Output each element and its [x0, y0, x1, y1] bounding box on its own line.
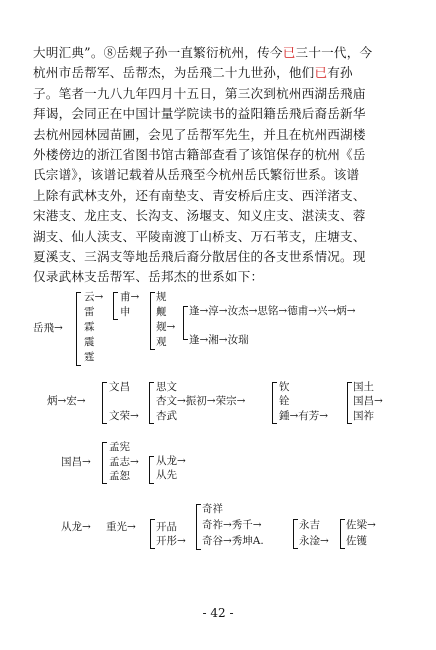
tree-node: 从先 [156, 469, 177, 481]
text-line: 宋港支、龙庄支、长沟支、汤堰支、知义庄支、湛渎支、蓉 [33, 208, 366, 224]
tree-node: 开品 [156, 521, 177, 533]
tree-node: 铨 [279, 395, 290, 407]
tree-node: 岳飛→ [33, 322, 63, 334]
text-line: 拜谒，会同正在中国计量学院读书的益阳籍岳飛后裔岳新华 [33, 106, 366, 122]
tree-node: 国昌→ [61, 456, 91, 468]
text-line: 外楼傍边的浙江省图书馆古籍部查看了该馆保存的杭州《岳 [33, 147, 366, 163]
text-line: 子。笔者一九八九年四月十五日，第三次到杭州西湖岳飛庙 [33, 85, 366, 101]
text-line: 仅录武林支岳帮军、岳邦杰的世系如下： [33, 269, 264, 285]
tree-bracket [149, 382, 154, 424]
tree-bracket [196, 504, 201, 550]
page-number: - 42 - [202, 606, 234, 620]
tree-node: 震 [84, 336, 95, 348]
tree-bracket [76, 292, 81, 366]
tree-node: 逢→淳→汝杰→思铭→德甫→兴→炳→ [189, 305, 356, 317]
text-line: 杭州市岳帮军、岳帮杰，为岳飛二十九世孙，他们已有孙 [33, 65, 353, 81]
tree-bracket [150, 519, 155, 549]
text-line: 去杭州园林园苗圃，会见了岳帮军先生，并且在杭州西湖楼 [33, 126, 366, 142]
tree-node: 国土 [353, 381, 374, 393]
tree-node: 孟恕 [109, 470, 130, 482]
tree-node: 佐镬 [346, 535, 367, 547]
tree-node: 思文 [156, 381, 177, 393]
highlight-char: 已 [282, 45, 296, 60]
tree-node: 国祚 [353, 410, 374, 422]
tree-node: 文昌 [109, 381, 130, 393]
tree-node: 奇祥 [202, 503, 223, 515]
text-line: 夏溪支、三涡支等地岳飛后裔分散居住的各支世系情况。现 [33, 249, 366, 265]
text-line: 上除有武林支外，还有南垫支、青安桥后庄支、西洋渚支、 [33, 187, 366, 203]
tree-bracket [113, 292, 118, 320]
tree-node: 逢→湘→汝瑞 [189, 334, 249, 346]
tree-node: 文荣→ [109, 410, 139, 422]
tree-node: 觌→ [156, 321, 176, 333]
text-line: 大明汇典”。⑧岳觌子孙一直繁衍杭州，传今已三十一代，今 [33, 45, 373, 60]
tree-node: 从龙→ [156, 455, 186, 467]
tree-bracket [102, 442, 107, 484]
tree-node: 从龙→ [61, 521, 91, 533]
text-line: 氏宗谱》，该谱记载着从岳飛至今杭州岳氏繁衍世系。该谱 [33, 167, 360, 183]
text-line: 湖支、仙人渎支、平陵南渡丁山桥支、万石苇支，庄塘支、 [33, 228, 366, 244]
tree-node: 开彤→ [156, 535, 186, 547]
body-paragraph [33, 43, 411, 288]
tree-node: 杏文→振初→荣宗→ [156, 395, 246, 407]
tree-node: 孟宪 [109, 441, 130, 453]
tree-bracket [293, 519, 298, 549]
tree-node: 鍾→有芳→ [279, 410, 329, 422]
tree-bracket [340, 519, 345, 549]
tree-node: 佐梁→ [346, 519, 376, 531]
tree-node: 云→ [84, 291, 104, 303]
tree-bracket [272, 382, 277, 424]
tree-node: 国昌→ [353, 395, 383, 407]
tree-bracket [149, 456, 154, 484]
tree-node: 永淦→ [299, 535, 329, 547]
tree-node: 重光→ [106, 521, 136, 533]
highlight-char: 已 [314, 65, 328, 81]
tree-bracket [102, 382, 107, 424]
tree-node: 霆 [84, 351, 95, 363]
tree-node: 奇祚→秀千→ [202, 519, 262, 531]
tree-node: 雷 [84, 306, 95, 318]
tree-node: 规 [156, 291, 167, 303]
tree-bracket [183, 306, 188, 340]
tree-node: 永吉 [299, 519, 320, 531]
tree-node: 孟志→ [109, 456, 139, 468]
tree-node: 钦 [279, 381, 290, 393]
tree-node: 甫→ [120, 291, 140, 303]
tree-node: 杏武 [156, 410, 177, 422]
tree-node: 观 [156, 336, 167, 348]
tree-node: 霖 [84, 321, 95, 333]
tree-bracket [150, 292, 155, 350]
tree-node: 炳→宏→ [47, 395, 86, 407]
tree-node: 觍 [156, 306, 167, 318]
tree-node: 申 [120, 306, 131, 318]
tree-node: 奇谷→秀坤A. [202, 535, 264, 547]
tree-bracket [347, 382, 352, 424]
